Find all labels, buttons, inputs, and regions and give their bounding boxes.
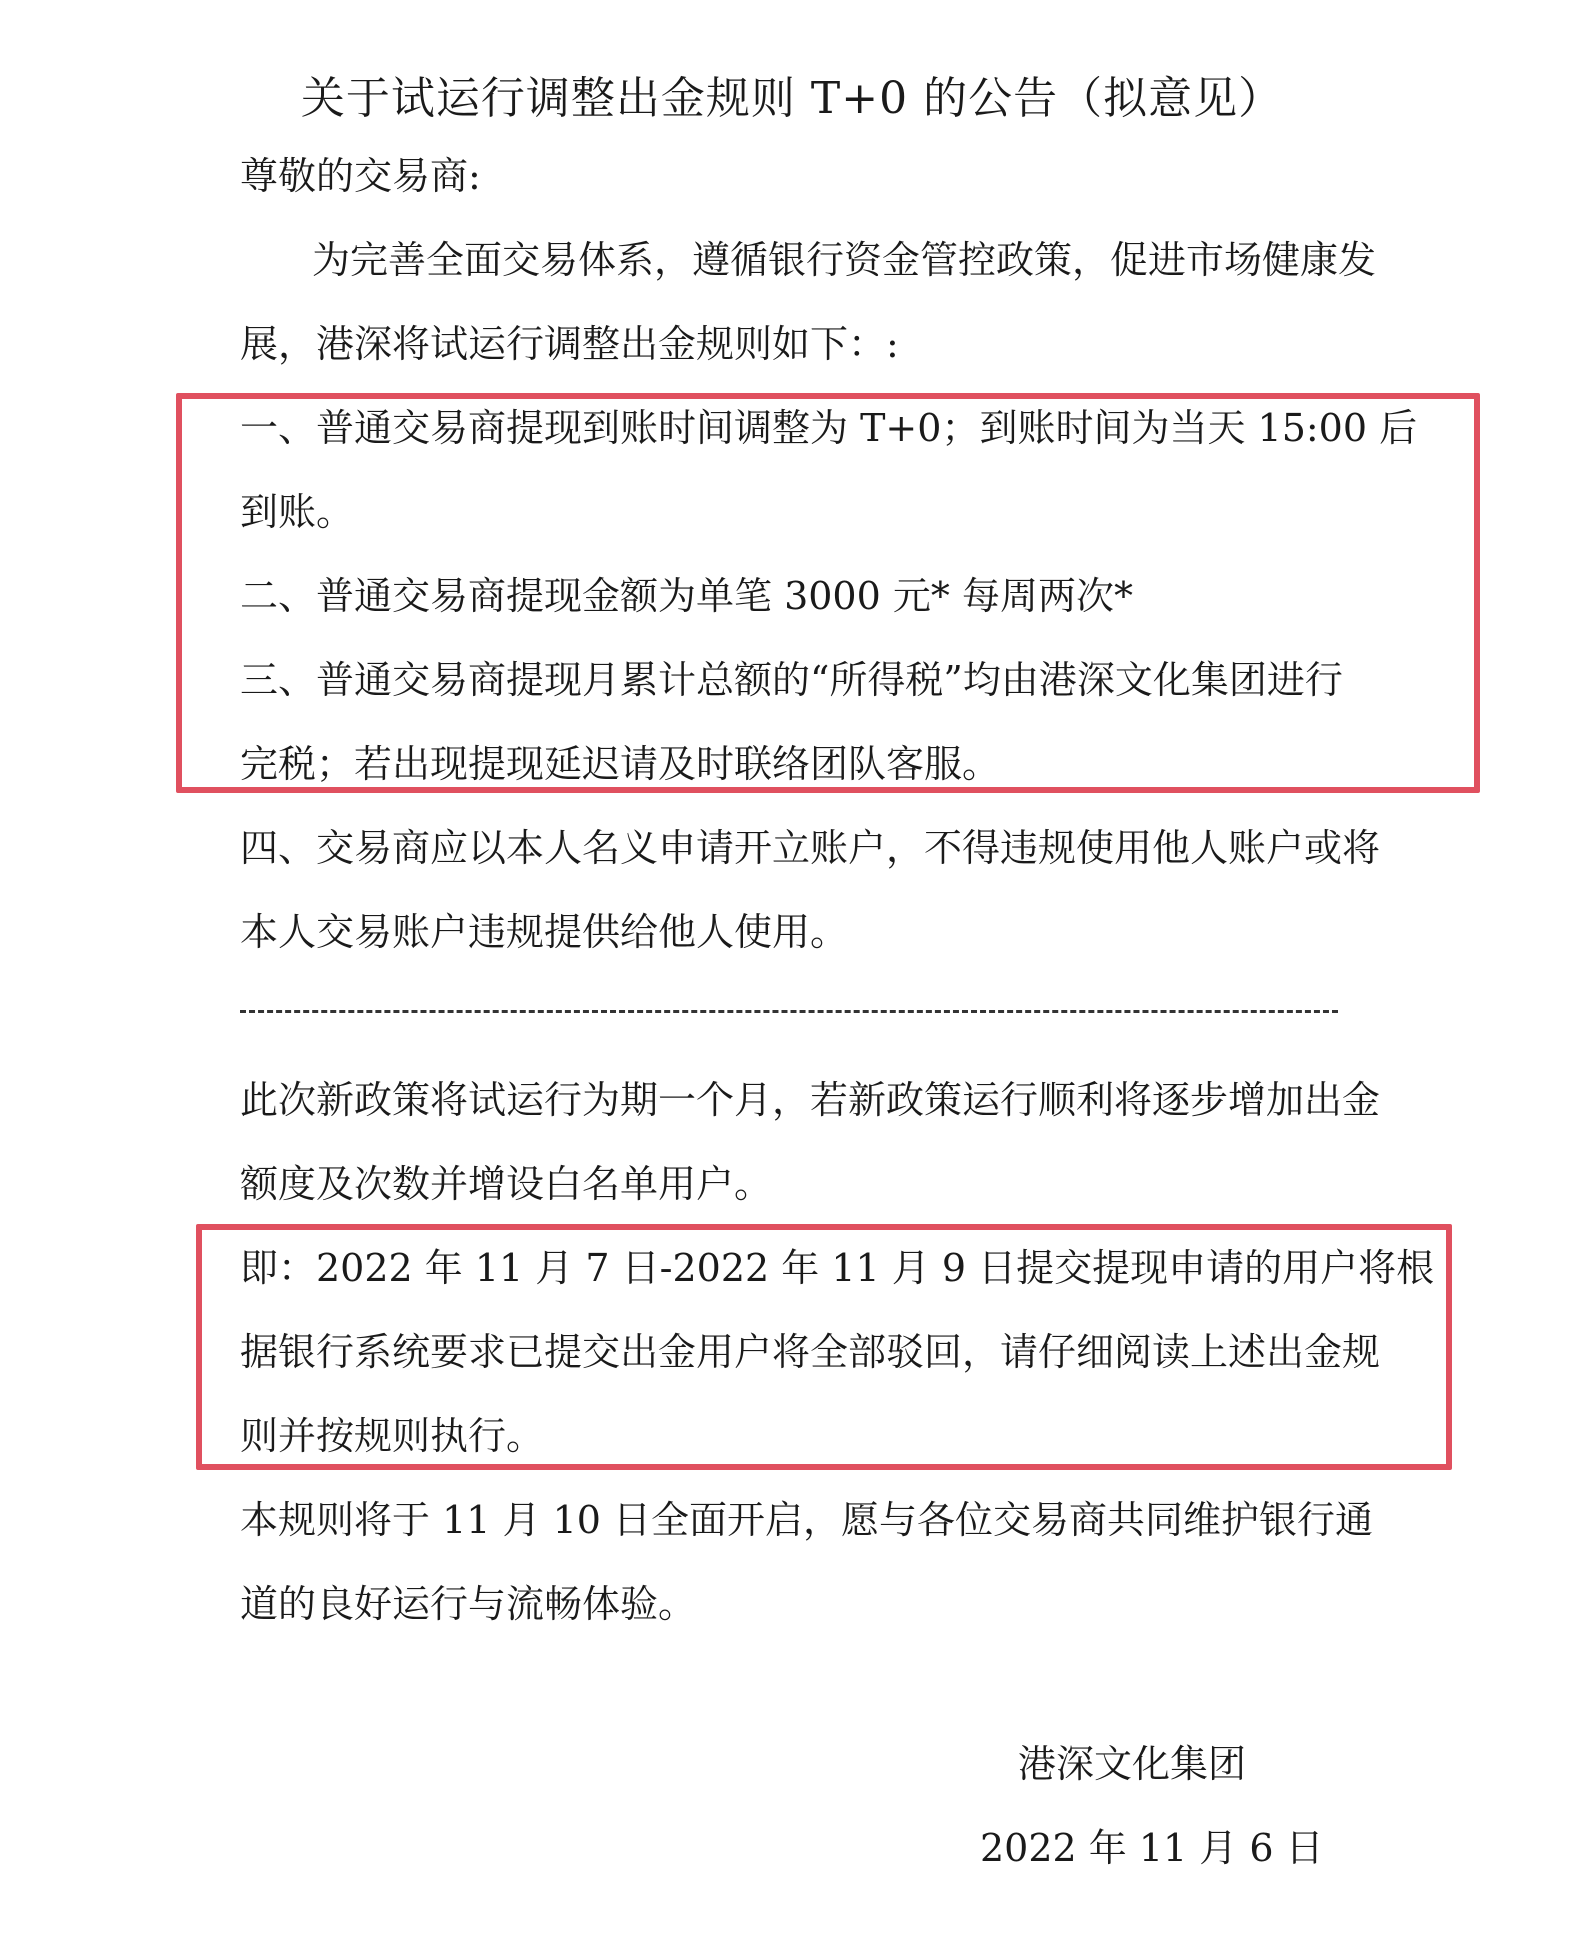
intro-line-1: 为完善全面交易体系，遵循银行资金管控政策，促进市场健康发 [312, 238, 1377, 282]
closing-line-2: 道的良好运行与流畅体验。 [240, 1582, 697, 1626]
document-title: 关于试运行调整出金规则 T+0 的公告（拟意见） [300, 73, 1284, 124]
intro-line-2: 展，港深将试运行调整出金规则如下：: [240, 322, 899, 366]
salutation: 尊敬的交易商: [240, 154, 481, 198]
trial-note-line-2: 额度及次数并增设白名单用户。 [240, 1162, 773, 1206]
rule-one-line-2: 到账。 [240, 490, 355, 534]
notice-line-2: 据银行系统要求已提交出金用户将全部驳回，请仔细阅读上述出金规 [240, 1330, 1381, 1374]
rule-four-line-1: 四、交易商应以本人名义申请开立账户，不得违规使用他人账户或将 [240, 826, 1381, 870]
signature-organization: 港深文化集团 [1018, 1742, 1247, 1786]
dashed-separator [240, 1010, 1338, 1013]
notice-line-1: 即：2022 年 11 月 7 日-2022 年 11 月 9 日提交提现申请的用户将根 [240, 1246, 1435, 1290]
rule-three-line-2: 完税；若出现提现延迟请及时联络团队客服。 [240, 742, 1001, 786]
signature-date: 2022 年 11 月 6 日 [980, 1826, 1324, 1870]
notice-line-3: 则并按规则执行。 [240, 1414, 545, 1458]
rule-four-line-2: 本人交易账户违规提供给他人使用。 [240, 910, 849, 954]
rule-one-line-1: 一、普通交易商提现到账时间调整为 T+0；到账时间为当天 15:00 后 [240, 406, 1418, 450]
trial-note-line-1: 此次新政策将试运行为期一个月，若新政策运行顺利将逐步增加出金 [240, 1078, 1381, 1122]
closing-line-1: 本规则将于 11 月 10 日全面开启，愿与各位交易商共同维护银行通 [240, 1498, 1374, 1542]
rule-three-line-1: 三、普通交易商提现月累计总额的“所得税”均由港深文化集团进行 [240, 658, 1343, 702]
rule-two: 二、普通交易商提现金额为单笔 3000 元* 每周两次* [240, 574, 1133, 618]
